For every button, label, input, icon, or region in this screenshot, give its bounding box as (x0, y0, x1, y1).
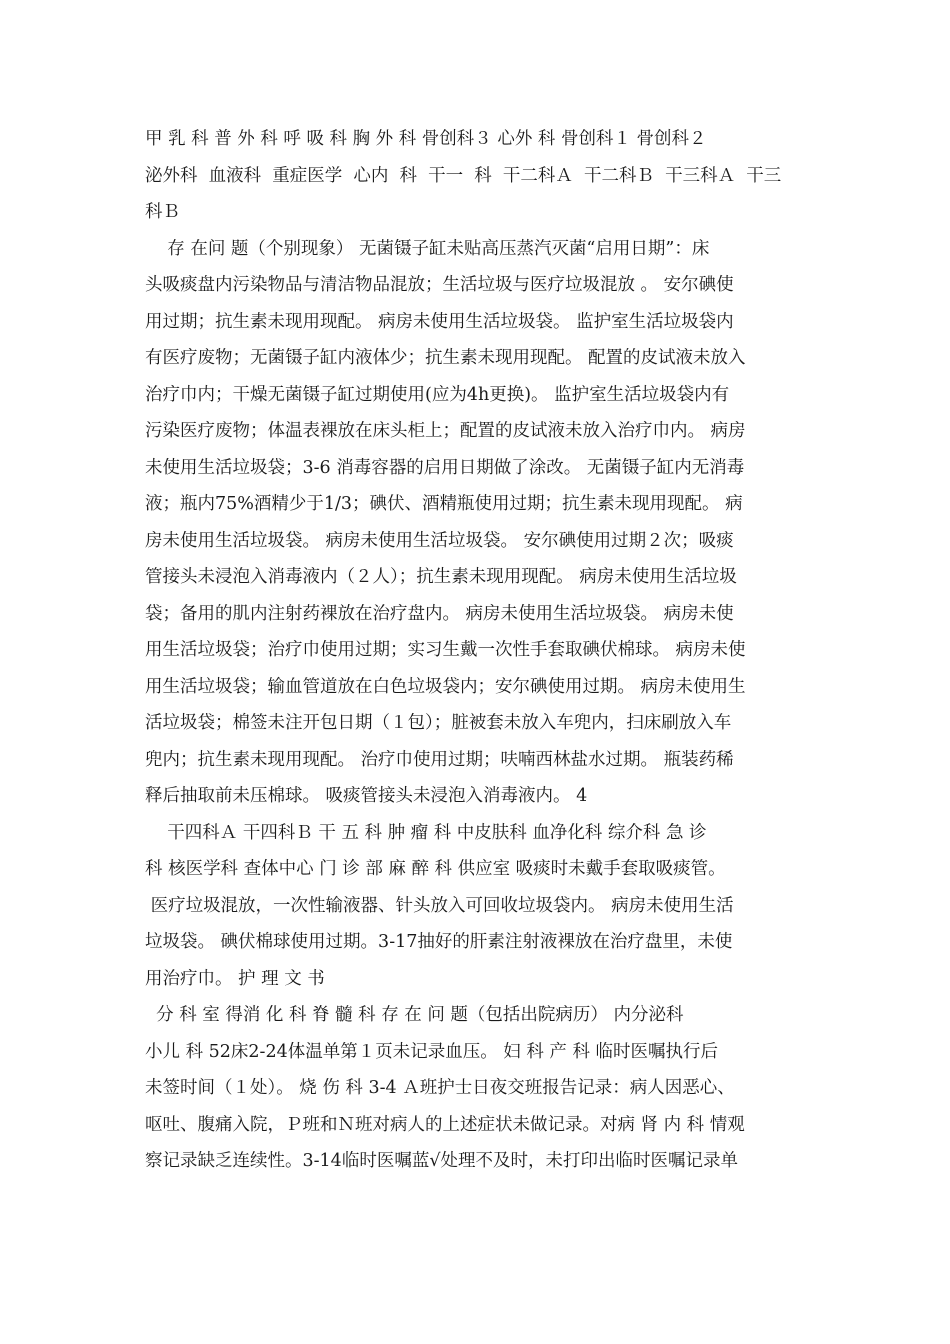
text-line: 用生活垃圾袋；输血管道放在白色垃圾袋内；安尔碘使用过期。 病房未使用生 (145, 676, 746, 697)
text-line: 垃圾袋。 碘伏棉球使用过期。3-17抽好的肝素注射液裸放在治疗盘里，未使 (145, 932, 733, 952)
body-text (145, 121, 815, 1180)
text-line: 分 科 室 得消 化 科 脊 髓 科 存 在 问 题（包括出院病历） 内分泌科 (145, 1005, 684, 1025)
text-line: 甲 乳 科 普 外 科 呼 吸 科 胸 外 科 骨创科３ 心外 科 骨创科１ 骨创科２ (145, 129, 707, 149)
text-line: 用治疗巾。 护 理 文 书 (145, 968, 325, 989)
text-line: 科 核医学科 查体中心 门 诊 部 麻 醉 科 供应室 吸痰时未戴手套取吸痰管。 (145, 859, 726, 879)
text-line: 用过期；抗生素未现用现配。 病房未使用生活垃圾袋。 监护室生活垃圾袋内 (145, 311, 734, 332)
text-line: 兜内；抗生素未现用现配。 治疗巾使用过期；呋喃西林盐水过期。 瓶装药稀 (145, 749, 734, 770)
text-line: 医疗垃圾混放，一次性输液器、针头放入可回收垃圾袋内。 病房未使用生活 (145, 895, 734, 916)
text-line: 释后抽取前未压棉球。 吸痰管接头未浸泡入消毒液内。 4 (145, 786, 588, 806)
text-line: 污染医疗废物；体温表裸放在床头柜上；配置的皮试液未放入治疗巾内。 病房 (145, 421, 746, 441)
text-line: 治疗巾内；干燥无菌镊子缸过期使用(应为4h更换)。 监护室生活垃圾袋内有 (145, 384, 730, 405)
text-line: 管接头未浸泡入消毒液内（２人）；抗生素未现用现配。 病房未使用生活垃圾 (145, 567, 737, 587)
text-line: 泌外科 血液科 重症医学 心内 科 干一 科 干二科Ａ 干二科Ｂ 干三科Ａ 干三 (145, 165, 782, 186)
text-line: 察记录缺乏连续性。3-14临时医嘱蓝√处理不及时，未打印出临时医嘱记录单 (145, 1151, 738, 1171)
text-line: 头吸痰盘内污染物品与清洁物品混放；生活垃圾与医疗垃圾混放 。 安尔碘使 (145, 275, 734, 295)
text-line: 袋；备用的肌内注射药裸放在治疗盘内。 病房未使用生活垃圾袋。 病房未使 (145, 603, 734, 624)
text-line: 未使用生活垃圾袋；3-6 消毒容器的启用日期做了涂改。 无菌镊子缸内无消毒 (145, 457, 745, 478)
text-line: 存 在问 题（个别现象） 无菌镊子缸未贴高压蒸汽灭菌“启用日期”：床 (145, 238, 710, 259)
text-line: 小儿 科 52床2-24体温单第１页未记录血压。 妇 科 产 科 临时医嘱执行后 (145, 1041, 719, 1062)
text-line: 呕吐、腹痛入院，Ｐ班和Ｎ班对病人的上述症状未做记录。对病 肾 内 科 情观 (145, 1114, 745, 1135)
text-line: 科Ｂ (145, 202, 180, 222)
text-line: 有医疗废物；无菌镊子缸内液体少；抗生素未现用现配。 配置的皮试液未放入 (145, 348, 746, 368)
text-line: 房未使用生活垃圾袋。 病房未使用生活垃圾袋。 安尔碘使用过期２次；吸痰 (145, 530, 734, 551)
text-line: 用生活垃圾袋；治疗巾使用过期；实习生戴一次性手套取碘伏棉球。 病房未使 (145, 640, 746, 660)
text-line: 活垃圾袋；棉签未注开包日期（１包）；脏被套未放入车兜内，扫床刷放入车 (145, 713, 732, 733)
text-line: 未签时间（１处）。 烧 伤 科 3-4 Ａ班护士日夜交班报告记录：病人因恶心、 (145, 1078, 735, 1098)
text-line: 液；瓶内75%酒精少于1/3；碘伏、酒精瓶使用过期；抗生素未现用现配。 病 (145, 494, 743, 514)
text-line: 干四科Ａ 干四科Ｂ 干 五 科 肿 瘤 科 中皮肤科 血净化科 综介科 急 诊 (145, 822, 707, 843)
